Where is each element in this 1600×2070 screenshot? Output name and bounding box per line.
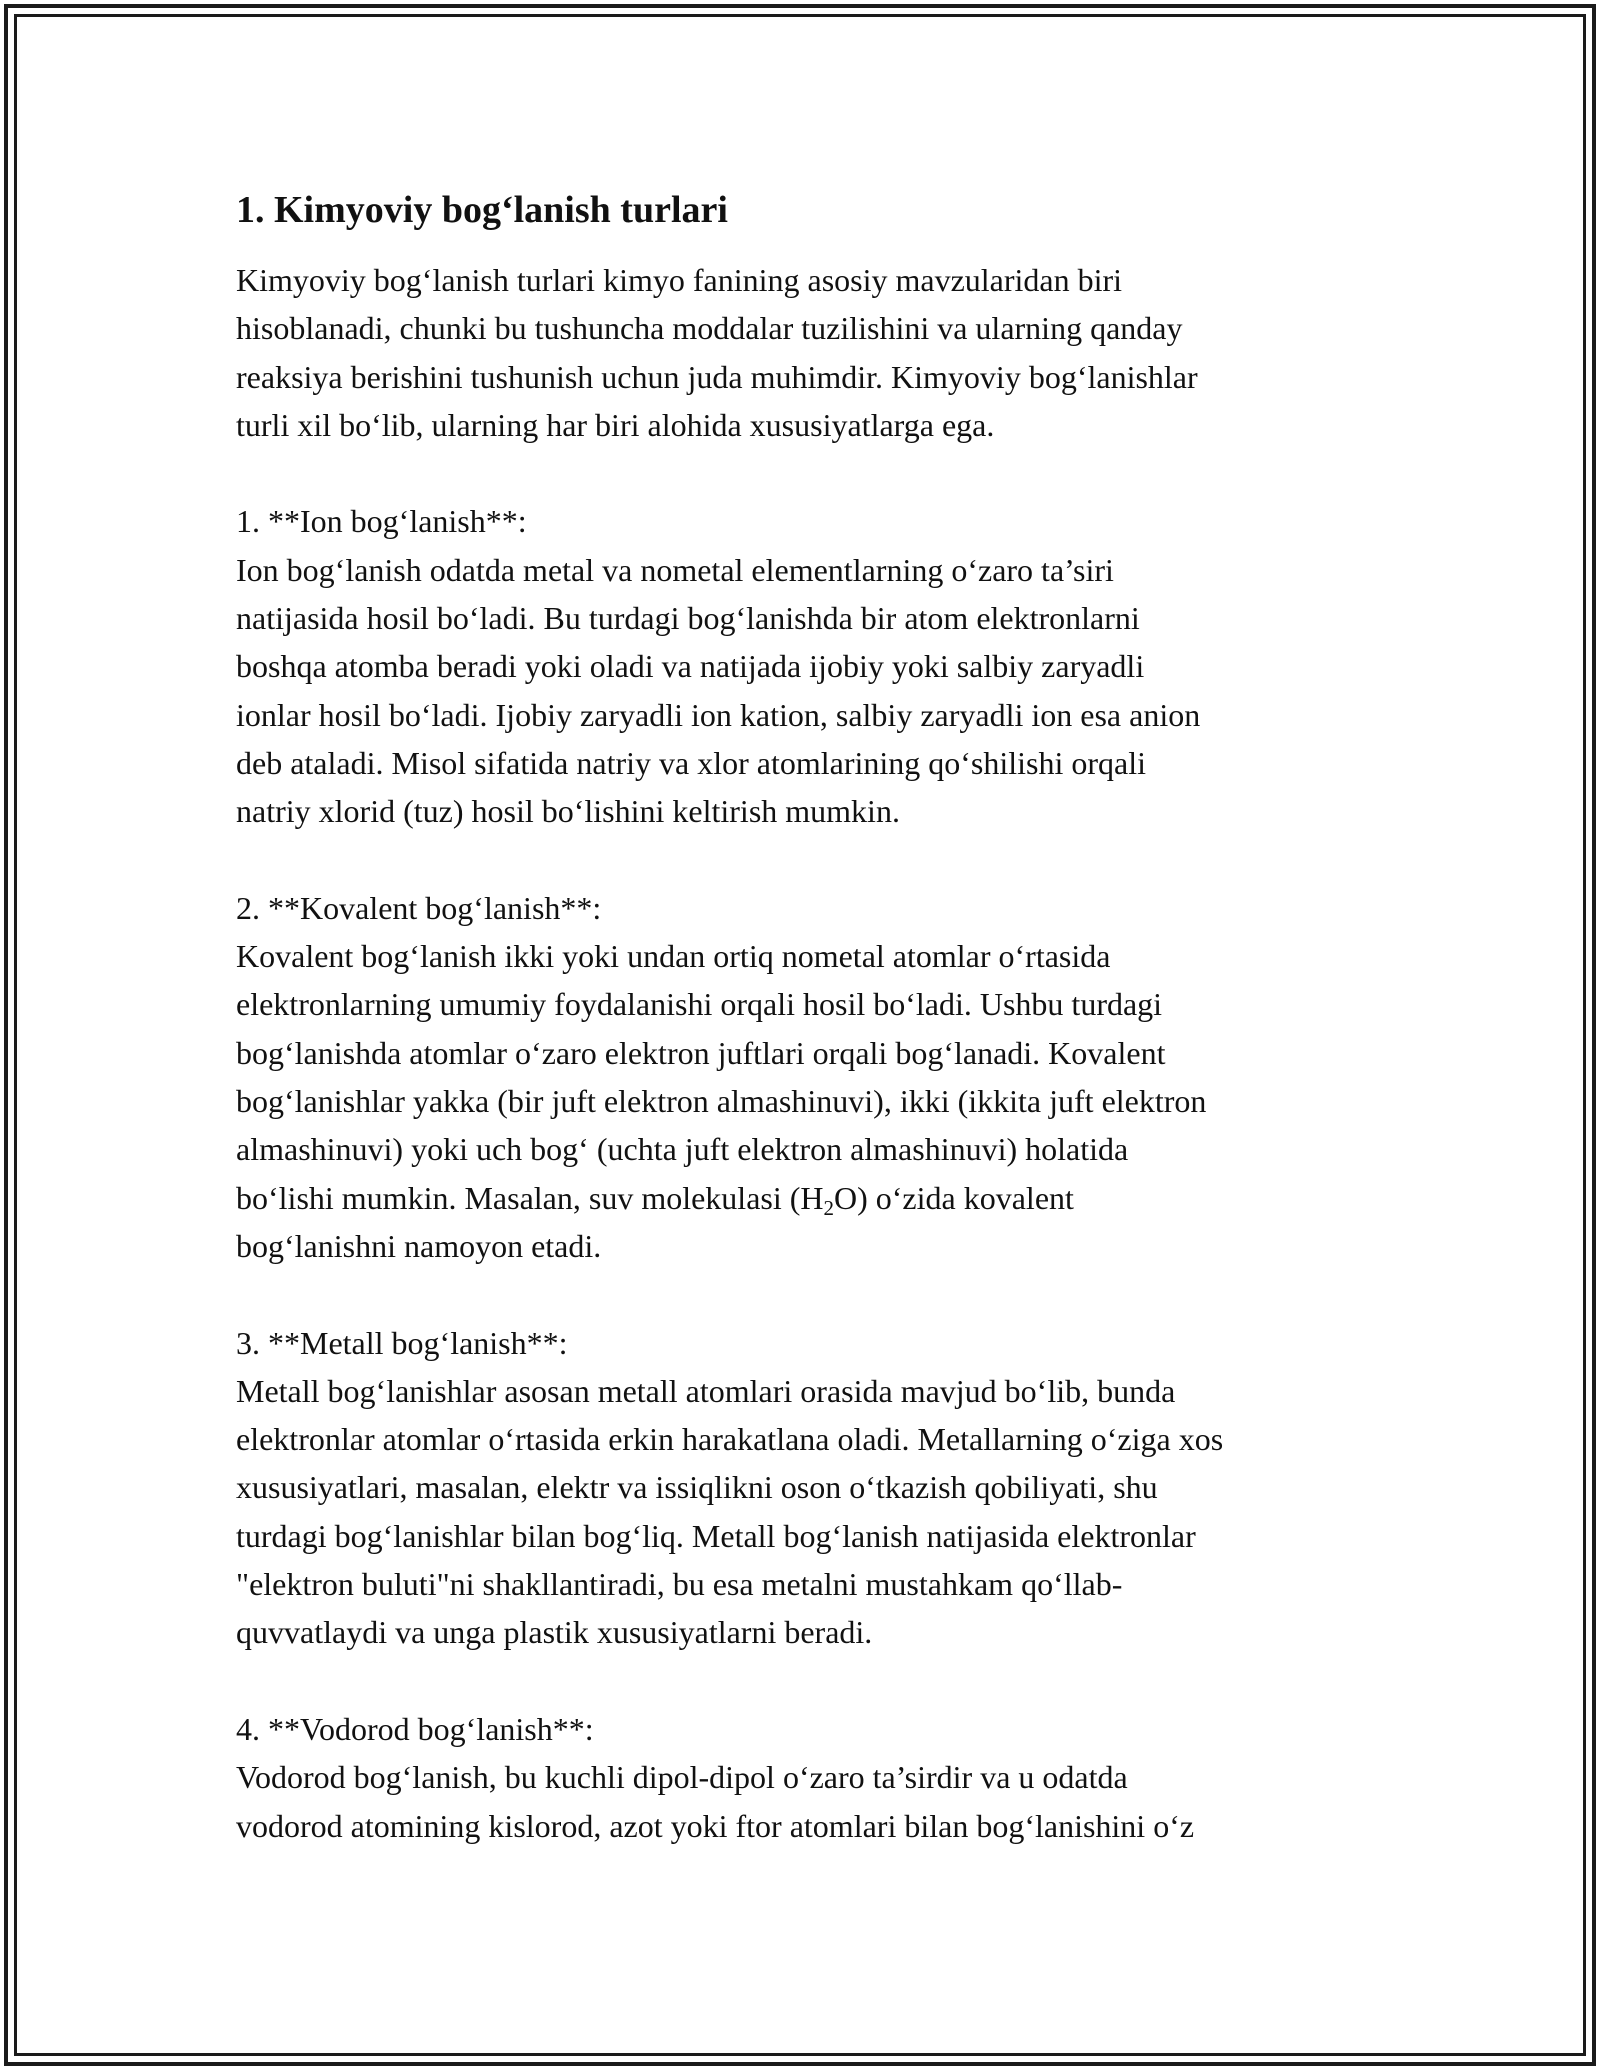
paragraph-gap xyxy=(236,449,1386,497)
formula-line xyxy=(236,1174,1386,1222)
formula-text-after: O) o‘zida kovalent xyxy=(834,1179,1074,1216)
section-line: natijasida hosil bo‘ladi. Bu turdagi bog‘lanishda bir atom elektronlarni xyxy=(236,600,1140,637)
section-hydrogen-bond xyxy=(236,1705,1386,1850)
section-line: Metall bog‘lanishlar asosan metall atomlari orasida mavjud bo‘lib, bunda xyxy=(236,1372,1176,1409)
section-line: bog‘lanishda atomlar o‘zaro elektron juftlari orqali bog‘lanadi. Kovalent xyxy=(236,1034,1166,1071)
section-ion-bond xyxy=(236,497,1386,835)
page-title: 1. Kimyoviy bog‘lanish turlari xyxy=(236,189,728,231)
section-heading: 4. **Vodorod bog‘lanish**: xyxy=(236,1710,594,1747)
document-body xyxy=(236,186,1386,1850)
section-line: elektronlarning umumiy foydalanishi orqali hosil bo‘ladi. Ushbu turdagi xyxy=(236,986,1163,1023)
paragraph-gap xyxy=(236,1657,1386,1705)
section-line: "elektron buluti"ni shakllantiradi, bu esa metalni mustahkam qo‘llab- xyxy=(236,1566,1123,1603)
section-line: Vodorod bog‘lanish, bu kuchli dipol-dipol o‘zaro ta’sirdir va u odatda xyxy=(236,1759,1128,1796)
intro-line: Kimyoviy bog‘lanish turlari kimyo fanining asosiy mavzularidan biri xyxy=(236,262,1123,298)
section-line: turdagi bog‘lanishlar bilan bog‘liq. Metall bog‘lanish natijasida elektronlar xyxy=(236,1517,1196,1554)
section-heading: 3. **Metall bog‘lanish**: xyxy=(236,1324,568,1361)
section-line: Kovalent bog‘lanish ikki yoki undan ortiq nometal atomlar o‘rtasida xyxy=(236,938,1111,975)
intro-paragraph xyxy=(236,256,1386,449)
paragraph-gap xyxy=(236,836,1386,884)
section-line: xususiyatlari, masalan, elektr va issiqlikni oson o‘tkazish qobiliyati, shu xyxy=(236,1469,1158,1506)
section-line: quvvatlaydi va unga plastik xususiyatlarni beradi. xyxy=(236,1614,873,1651)
section-line: natriy xlorid (tuz) hosil bo‘lishini keltirish mumkin. xyxy=(236,793,900,830)
section-line: elektronlar atomlar o‘rtasida erkin harakatlana oladi. Metallarning o‘ziga xos xyxy=(236,1421,1224,1458)
section-line: bog‘lanishlar yakka (bir juft elektron almashinuvi), ikki (ikkita juft elektron xyxy=(236,1083,1207,1120)
section-covalent-bond xyxy=(236,884,1386,1270)
section-heading: 1. **Ion bog‘lanish**: xyxy=(236,503,527,540)
paragraph-gap xyxy=(236,1270,1386,1318)
intro-line: turli xil bo‘lib, ularning har biri alohida xususiyatlarga ega. xyxy=(236,406,995,443)
section-line: vodorod atomining kislorod, azot yoki ftor atomlari bilan bog‘lanishini o‘z xyxy=(236,1807,1195,1844)
water-subscript: 2 xyxy=(823,1195,834,1220)
formula-text-before: bo‘lishi mumkin. Masalan, suv molekulasi (H xyxy=(236,1179,824,1216)
intro-line: reaksiya berishini tushunish uchun juda muhimdir. Kimyoviy bog‘lanishlar xyxy=(236,358,1198,395)
section-line: almashinuvi) yoki uch bog‘ (uchta juft elektron almashinuvi) holatida xyxy=(236,1131,1129,1168)
section-line: Ion bog‘lanish odatda metal va nometal elementlarning o‘zaro ta’siri xyxy=(236,551,1114,588)
section-heading: 2. **Kovalent bog‘lanish**: xyxy=(236,889,602,926)
intro-line: hisoblanadi, chunki bu tushuncha moddalar tuzilishini va ularning qanday xyxy=(236,310,1183,347)
section-metallic-bond xyxy=(236,1319,1386,1657)
section-line: deb ataladi. Misol sifatida natriy va xlor atomlarining qo‘shilishi orqali xyxy=(236,744,1147,781)
section-line: bog‘lanishni namoyon etadi. xyxy=(236,1227,602,1264)
section-line: boshqa atomba beradi yoki oladi va natijada ijobiy yoki salbiy zaryadli xyxy=(236,648,1145,685)
section-line: ionlar hosil bo‘ladi. Ijobiy zaryadli ion kation, salbiy zaryadli ion esa anion xyxy=(236,696,1201,733)
